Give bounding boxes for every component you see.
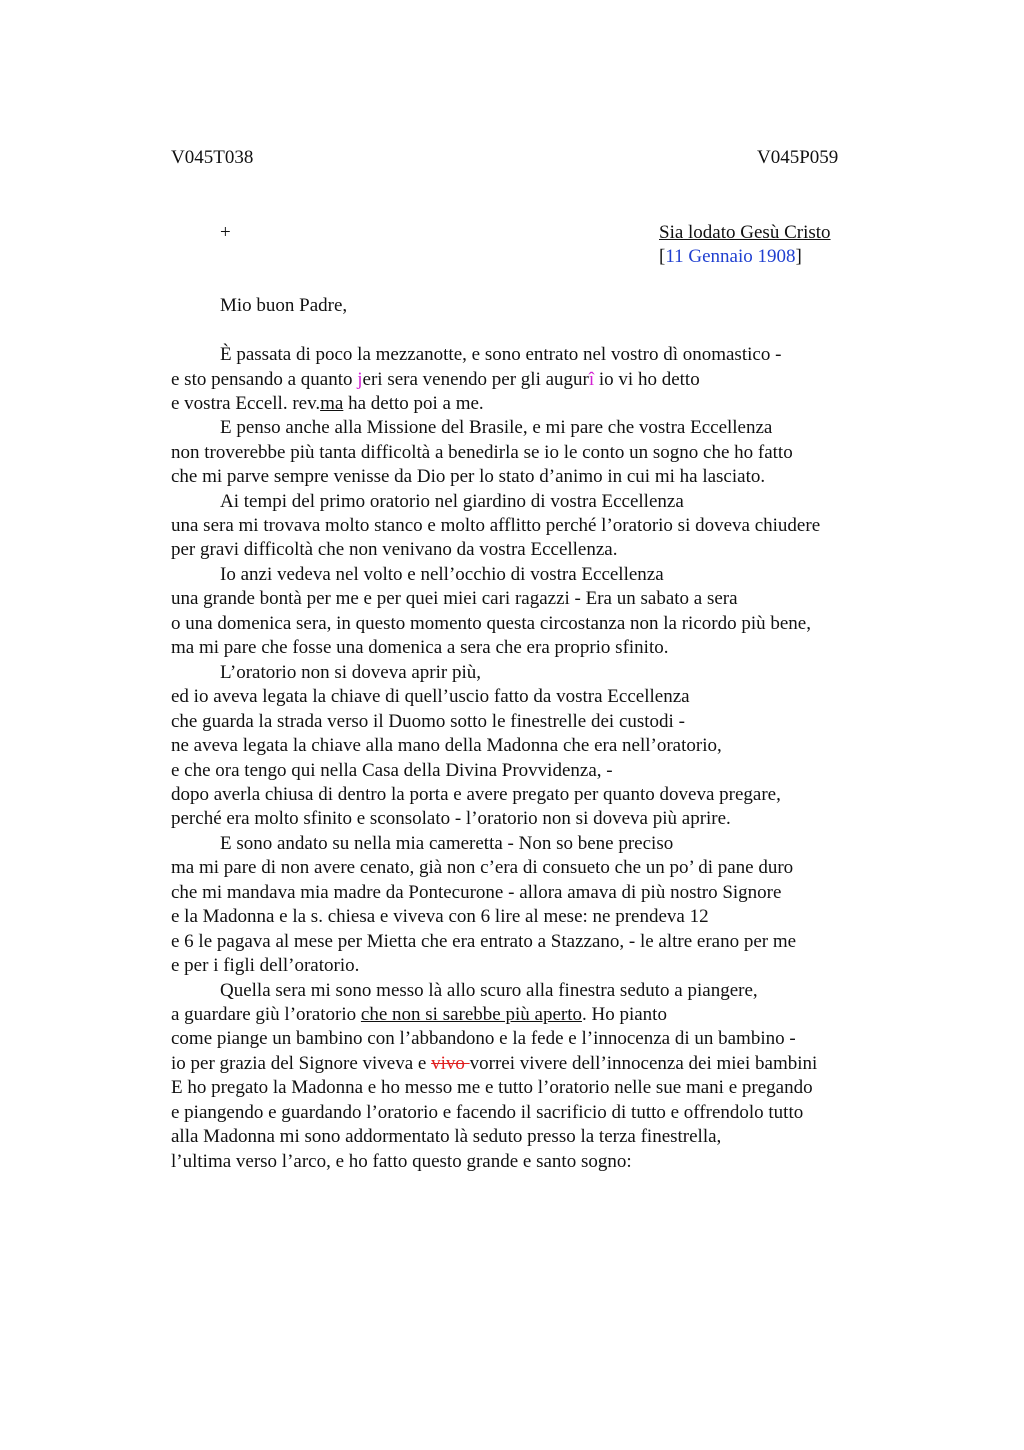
body-line: che mi mandava mia madre da Pontecurone - allora amava di più nostro Signore [171,882,782,903]
body-line: e 6 le pagava al mese per Mietta che era entrato a Stazzano, - le altre erano per me [171,931,797,952]
body-line: ed io aveva legata la chiave di quell’uscio fatto da vostra Eccellenza [171,686,690,707]
body-line: che mi parve sempre venisse da Dio per lo stato d’animo in cui mi ha lasciato. [171,466,766,487]
body-line: per gravi difficoltà che non venivano da vostra Eccellenza. [171,539,618,560]
body-line: una sera mi trovava molto stanco e molto afflitto perché l’oratorio si doveva chiudere [171,515,821,536]
editorial-insert: j [357,369,363,390]
body-line: o una domenica sera, in questo momento questa circostanza non la ricordo più bene, [171,613,811,634]
body-line [171,392,484,416]
body-line [171,1003,667,1027]
body-line: l’ultima verso l’arco, e ho fatto questo grande e santo sogno: [171,1151,632,1172]
line-segment: io vi ho detto [594,369,700,390]
body-line: Ai tempi del primo oratorio nel giardino di vostra Eccellenza [220,491,684,512]
editorial-insert: î [588,369,595,390]
body-line: alla Madonna mi sono addormentato là seduto presso la terza finestrella, [171,1126,722,1147]
body-line: ma mi pare di non avere cenato, già non c’era di consueto che un po’ di pane duro [171,857,794,878]
date-bracket-open: [ [659,246,666,267]
cross-symbol: + [220,222,231,243]
body-line: e per i figli dell’oratorio. [171,955,360,976]
line-segment: . Ho pianto [581,1004,667,1025]
date-text: 11 Gennaio 1908 [665,246,796,267]
body-line: E ho pregato la Madonna e ho messo me e tutto l’oratorio nelle sue mani e pregando [171,1077,813,1098]
body-line: E penso anche alla Missione del Brasile, e mi pare che vostra Eccellenza [220,417,773,438]
struck-word: vivo [431,1053,470,1074]
body-line [171,1052,817,1076]
body-line: e che ora tengo qui nella Casa della Divina Provvidenza, - [171,760,613,781]
line-segment: vorrei vivere dell’innocenza dei miei bambini [469,1053,818,1074]
superscript-abbreviation: ma [320,393,344,414]
body-line: e piangendo e guardando l’oratorio e facendo il sacrificio di tutto e offrendolo tutto [171,1102,804,1123]
body-line: e la Madonna e la s. chiesa e viveva con 6 lire al mese: ne prendeva 12 [171,906,709,927]
body-line: Quella sera mi sono messo là allo scuro alla finestra seduto a piangere, [220,980,758,1001]
body-line: come piange un bambino con l’abbandono e la fede e l’innocenza di un bambino - [171,1028,796,1049]
body-line [171,368,700,392]
line-segment: eri sera venendo per gli augur [362,369,589,390]
invocation: Sia lodato Gesù Cristo [659,222,831,243]
document-code-left: V045T038 [171,147,254,168]
line-segment: e vostra Eccell. rev. [171,393,321,414]
body-line: ne aveva legata la chiave alla mano della Madonna che era nell’oratorio, [171,735,722,756]
line-segment: ha detto poi a me. [343,393,484,414]
line-segment: e sto pensando a quanto [171,369,358,390]
body-line: che guarda la strada verso il Duomo sotto le finestrelle dei custodi - [171,711,685,732]
body-line: L’oratorio non si doveva aprir più, [220,662,482,683]
line-segment: io per grazia del Signore viveva e [171,1053,432,1074]
page-code-right: V045P059 [757,147,839,168]
date-bracket-close: ] [795,246,802,267]
underlined-phrase: che non si sarebbe più aperto [360,1004,582,1025]
line-segment: a guardare giù l’oratorio [171,1004,361,1025]
body-line: una grande bontà per me e per quei miei cari ragazzi - Era un sabato a sera [171,588,738,609]
body-line: ma mi pare che fosse una domenica a sera che era proprio sfinito. [171,637,669,658]
salutation: Mio buon Padre, [220,295,348,316]
body-line: E sono andato su nella mia cameretta - Non so bene preciso [220,833,674,854]
body-line: non troverebbe più tanta difficoltà a benedirla se io le conto un sogno che ho fatto [171,442,793,463]
body-line: dopo averla chiusa di dentro la porta e avere pregato per quanto doveva pregare, [171,784,781,805]
body-line: Io anzi vedeva nel volto e nell’occhio di vostra Eccellenza [220,564,664,585]
body-line: È passata di poco la mezzanotte, e sono entrato nel vostro dì onomastico - [220,344,782,365]
letter-date [659,246,802,268]
body-line: perché era molto sfinito e sconsolato - l’oratorio non si doveva più aprire. [171,808,731,829]
